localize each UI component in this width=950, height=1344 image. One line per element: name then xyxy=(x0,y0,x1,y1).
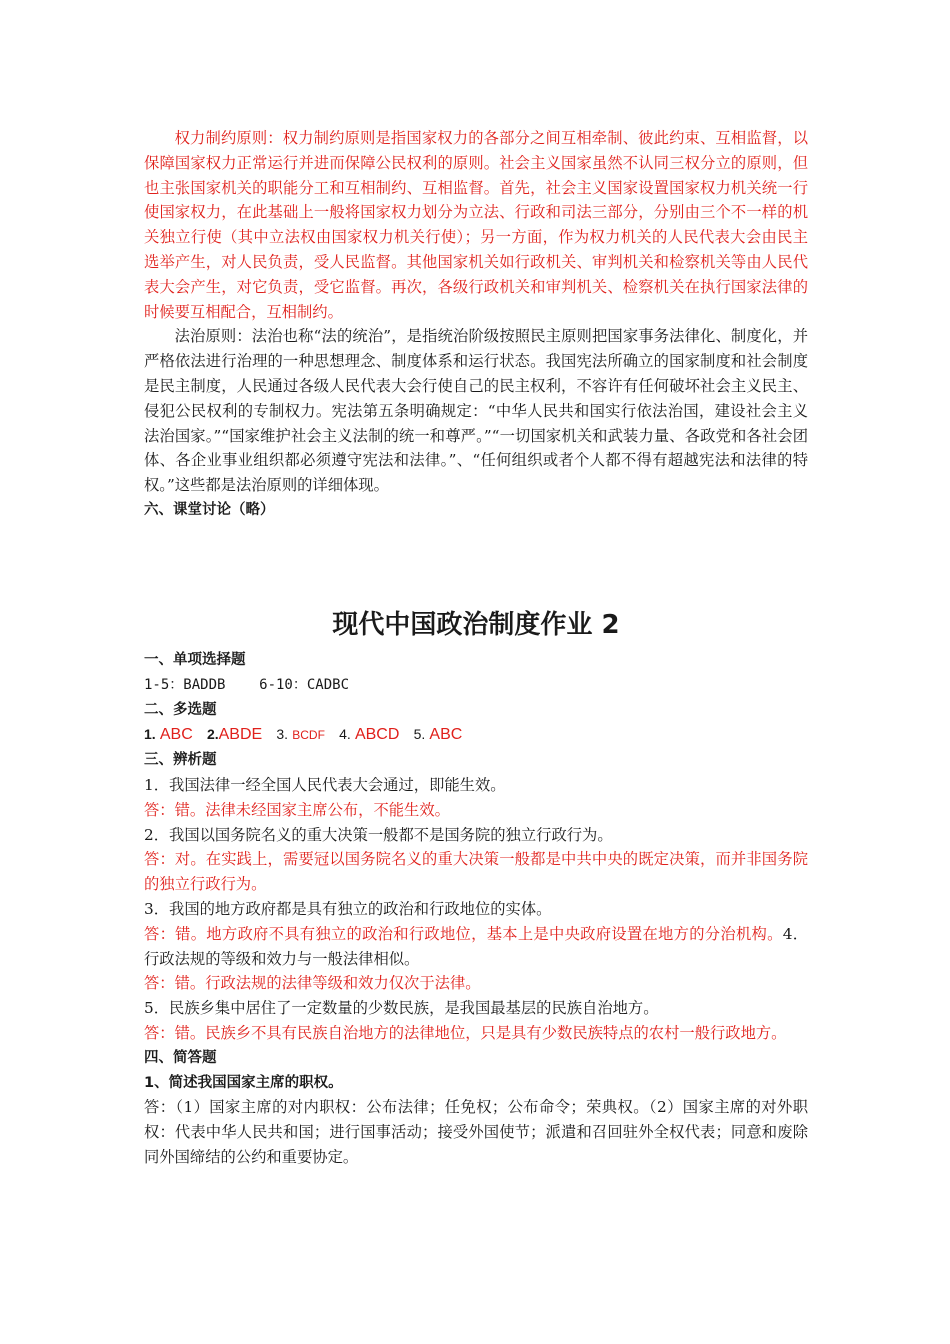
single-choice-answers: 1-5：BADDB 6-10：CADBC xyxy=(144,676,350,693)
analysis-question-4: 4．行政法规的等级和效力与一般法律相似。 xyxy=(144,924,808,968)
multi-num: 1. xyxy=(144,726,156,743)
analysis-answer-1: 答：错。法律未经国家主席公布，不能生效。 xyxy=(144,800,450,819)
rule-of-law-paragraph: 法治原则：法治也称“法的统治”，是指统治阶级按照民主原则把国家事务法律化、制度化，并严格依法进行治理的一种思想理念、制度体系和运行状态。我国宪法所确立的国家制度和社会制度是民主制度，人民通过各级人民代表大会行使自己的民主权利，不容许有任何破坏社会主义民主、侵犯公民权利的专制权力。宪法第五条明确规定：“中华人民共和国实行依法治国，建设社会主义法治国家。”“国家维护社会主义法制的统一和尊严。”“一切国家机关和武装力量、各政党和各社会团体、各企业事业组织都必须遵守宪法和法律。”、“任何组织或者个人都不得有超越宪法和法律的特权。”这些都是法治原则的详细体现。 xyxy=(144,327,808,495)
multi-ans: ABC xyxy=(429,726,463,744)
single-choice-heading: 一、单项选择题 xyxy=(144,652,246,668)
assignment-title: 现代中国政治制度作业 2 xyxy=(332,610,620,640)
analysis-answer-5: 答：错。民族乡不具有民族自治地方的法律地位，只是具有少数民族特点的农村一般行政地方。 xyxy=(144,1023,787,1042)
multi-num: 5. xyxy=(413,726,426,743)
analysis-answer-2: 答：对。在实践上，需要冠以国务院名义的重大决策一般都是中共中央的既定决策，而并非国务院的独立行政行为。 xyxy=(144,850,808,894)
analysis-answer-3: 答：错。地方政府不具有独立的政治和行政地位，基本上是中央政府设置在地方的分治机构。 xyxy=(144,924,783,943)
analysis-question-3: 3．我国的地方政府都是具有独立的政治和行政地位的实体。 xyxy=(144,899,552,918)
assignment-body xyxy=(144,648,808,1170)
analysis-question-5: 5．民族乡集中居住了一定数量的少数民族，是我国最基层的民族自治地方。 xyxy=(144,999,659,1018)
analysis-question-2: 2．我国以国务院名义的重大决策一般都不是国务院的独立行政行为。 xyxy=(144,825,613,844)
multi-choice-heading: 二、多选题 xyxy=(144,701,217,718)
section-six-heading: 六、课堂讨论（略） xyxy=(144,501,275,518)
multi-num: 4. xyxy=(339,726,351,743)
multi-choice-answers xyxy=(144,722,808,748)
multi-ans: ABDE xyxy=(218,726,263,744)
analysis-answer-3-and-question-4 xyxy=(144,922,808,972)
analysis-question-1: 1．我国法律一经全国人民代表大会通过，即能生效。 xyxy=(144,775,506,794)
multi-ans: ABCD xyxy=(354,726,400,744)
document-page xyxy=(144,120,808,523)
short-question-1: 1、简述我国国家主席的职权。 xyxy=(144,1074,343,1091)
multi-num: 3. xyxy=(276,726,289,743)
analysis-heading: 三、辨析题 xyxy=(144,752,217,769)
power-constraint-paragraph: 权力制约原则：权力制约原则是指国家权力的各部分之间互相牵制、彼此约束、互相监督，以保障国家权力正常运行并进而保障公民权利的原则。社会主义国家虽然不认同三权分立的原则，但也主张国家机关的职能分工和互相制约、互相监督。首先，社会主义国家设置国家权力机关统一行使国家权力，在此基础上一般将国家权力划分为立法、行政和司法三部分，分别由三个不一样的机关独立行使（其中立法权由国家权力机关行使）；另一方面，作为权力机关的人民代表大会由民主选举产生，对人民负责，受人民监督。其他国家机关如行政机关、审判机关和检察机关等由人民代表大会产生，对它负责，受它监督。再次，各级行政机关和审判机关、检察机关在执行国家法律的时候要互相配合，互相制约。 xyxy=(144,129,808,321)
short-answer-1: 答：（1）国家主席的对内职权：公布法律；任免权；公布命令；荣典权。（2）国家主席的对外职权：代表中华人民共和国；进行国事活动；接受外国使节；派遣和召回驻外全权代表；同意和废除同外国缔结的公约和重要协定。 xyxy=(144,1098,808,1166)
multi-ans: BCDF xyxy=(292,728,325,743)
multi-ans: ABC xyxy=(159,726,193,744)
analysis-answer-4: 答：错。行政法规的法律等级和效力仅次于法律。 xyxy=(144,974,481,993)
short-answer-heading: 四、简答题 xyxy=(144,1049,217,1066)
multi-num: 2. xyxy=(206,726,219,743)
